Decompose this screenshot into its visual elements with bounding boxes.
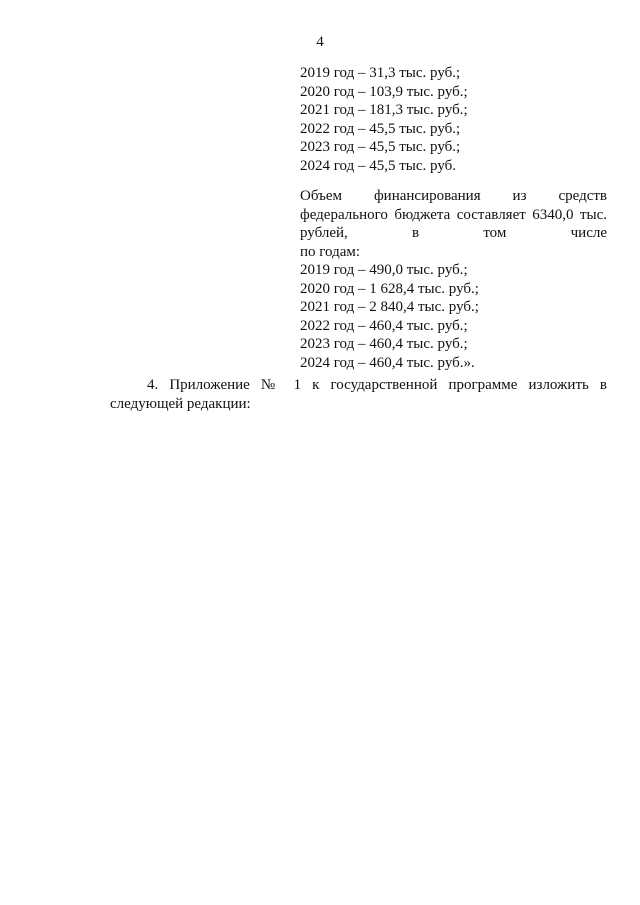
funding-by-year-list: [300, 64, 607, 175]
intro-line-3: рублей, в том числе: [300, 225, 607, 241]
year-line-2021: 2021 год – 181,3 тыс. руб.;: [300, 102, 468, 118]
year-line-2019: 2019 год – 31,3 тыс. руб.;: [300, 65, 461, 81]
federal-year-line-2021: 2021 год – 2 840,4 тыс. руб.;: [300, 299, 479, 315]
federal-year-line-2022: 2022 год – 460,4 тыс. руб.;: [300, 317, 468, 334]
year-line-2022: 2022 год – 45,5 тыс. руб.;: [300, 120, 461, 137]
paragraph-4-line-2: следующей редакции:: [110, 395, 251, 412]
federal-year-line-2023: 2023 год – 460,4 тыс. руб.;: [300, 336, 468, 352]
paragraph-4-line-1: 4. Приложение № 1 к государственной программе изложить в: [147, 377, 607, 393]
year-line-2024: 2024 год – 45,5 тыс. руб.: [300, 157, 457, 174]
federal-year-line-2019: 2019 год – 490,0 тыс. руб.;: [300, 262, 468, 278]
intro-line-4: по годам:: [300, 243, 361, 260]
page-number: 4: [316, 34, 324, 50]
year-line-2020: 2020 год – 103,9 тыс. руб.;: [300, 83, 468, 100]
federal-budget-funding-block: [300, 187, 607, 372]
federal-year-line-2020: 2020 год – 1 628,4 тыс. руб.;: [300, 280, 479, 297]
intro-line-2: федерального бюджета составляет 6340,0 тыс.: [300, 206, 607, 223]
intro-line-1: Объем финансирования из средств: [300, 188, 607, 204]
paragraph-4: [110, 376, 607, 413]
federal-year-line-2024: 2024 год – 460,4 тыс. руб.».: [300, 354, 475, 371]
year-line-2023: 2023 год – 45,5 тыс. руб.;: [300, 139, 461, 155]
